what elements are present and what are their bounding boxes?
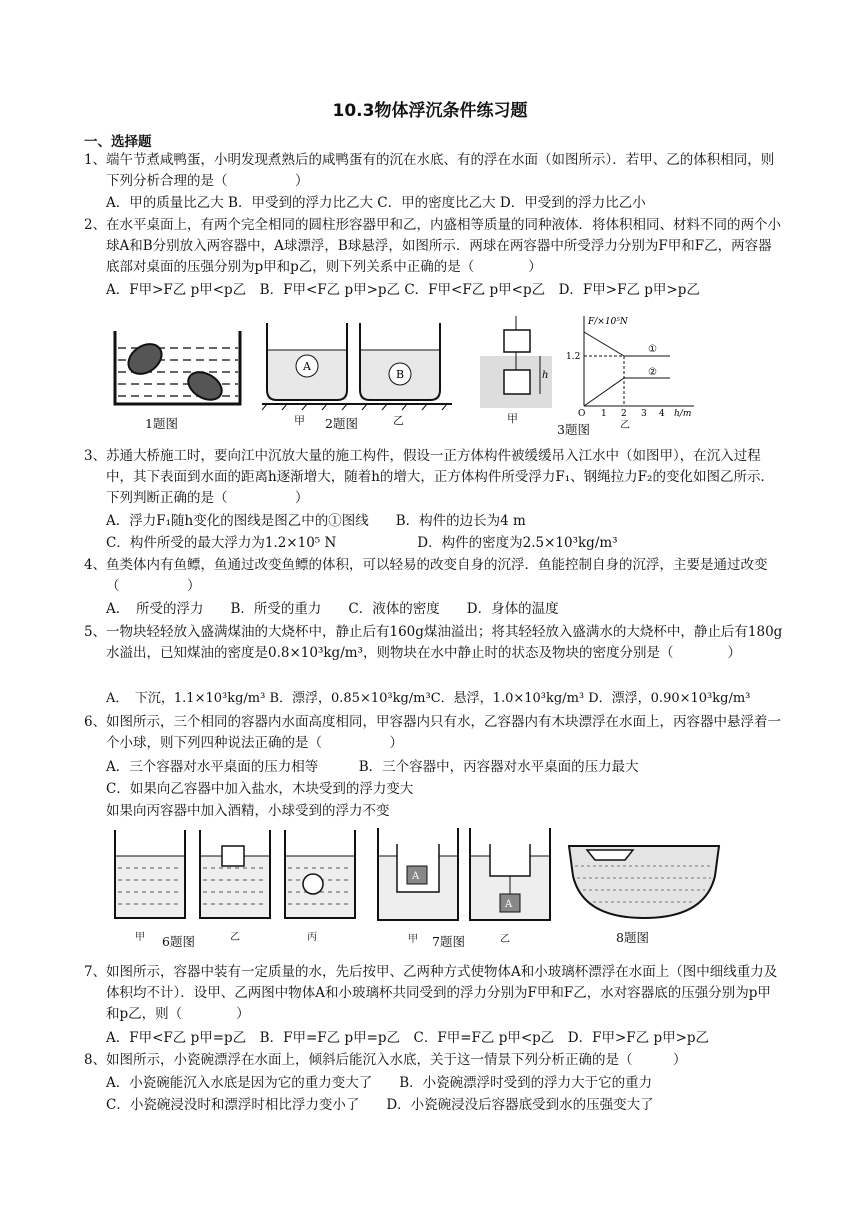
page-title: 10.3物体浮沉条件练习题 xyxy=(332,101,528,121)
figure-3-cube xyxy=(478,316,558,416)
question-number: 4、 xyxy=(84,557,107,573)
figure-6-jia: 甲 xyxy=(135,932,145,943)
question-5 xyxy=(84,622,784,664)
question-7-options: A．F甲<F乙 p甲=p乙 B．F甲=F乙 p甲=p乙 C．F甲=F乙 p甲<p乙 D．F甲>F乙 p甲>p乙 xyxy=(106,1030,710,1046)
figure-6-bing: 丙 xyxy=(307,932,317,943)
figure-8-caption: 8题图 xyxy=(616,930,649,945)
question-5-options: A． 下沉，1.1×10³kg/m³ B．漂浮，0.85×10³kg/m³C．悬浮，1.0×10³kg/m³ D．漂浮，0.90×10³kg/m³ xyxy=(106,691,751,706)
ball-b-label: B xyxy=(396,368,405,381)
graph-value: 1.2 xyxy=(566,352,581,362)
figure-2-yi: 乙 xyxy=(393,414,404,427)
figure-8-bowl xyxy=(565,836,723,926)
figure-2-jia: 甲 xyxy=(294,414,305,427)
question-8 xyxy=(84,1050,784,1071)
question-text: 在水平桌面上，有两个完全相同的圆柱形容器甲和乙，内盛相等质量的同种液体．将体积相同、材料不同的两个小球A和B分别放入两容器中，A球漂浮，B球悬浮，如图所示．两球在两容器中所受浮力分别为F甲和F乙，两容器底部对桌面的压强分别为p甲和p乙，则下列关系中正确的是（ ） xyxy=(106,217,781,275)
question-1-options: A．甲的质量比乙大 B．甲受到的浮力比乙大 C．甲的密度比乙大 D．甲受到的浮力比乙小 xyxy=(106,195,646,211)
question-6-options-3: 如果向丙容器中加入酒精，小球受到的浮力不变 xyxy=(106,803,390,819)
question-text: 一物块轻轻放入盛满煤油的大烧杯中，静止后有160g煤油溢出；将其轻轻放入盛满水的大烧杯中，静止后有180g水溢出，已知煤油的密度是0.8×10³kg/m³，则物块在水中静止时的状态及物块的密度分别是（ ） xyxy=(106,624,783,661)
question-number: 7、 xyxy=(84,964,107,980)
h-label: h xyxy=(542,370,549,381)
graph-ylabel: F/×10⁵N xyxy=(588,317,628,327)
question-text: 如图所示，小瓷碗漂浮在水面上，倾斜后能沉入水底，关于这一情景下列分析正确的是（ ） xyxy=(106,1052,687,1068)
block-a-label: A xyxy=(412,871,420,882)
question-3-options-2: C．构件所受的最大浮力为1.2×10⁵ N D．构件的密度为2.5×10³kg/m³ xyxy=(106,535,618,551)
question-number: 1、 xyxy=(84,152,107,168)
x-tick-2: 2 xyxy=(621,409,627,419)
line-1-label: ① xyxy=(648,344,657,355)
x-tick-1: 1 xyxy=(601,409,607,419)
figure-3-graph xyxy=(562,312,702,422)
figure-1-caption: 1题图 xyxy=(145,416,178,431)
question-2-options: A．F甲>F乙 p甲<p乙 B．F甲<F乙 p甲>p乙 C．F甲<F乙 p甲<p乙 D．F甲>F乙 p甲>p乙 xyxy=(106,282,700,298)
question-text: 端午节煮咸鸭蛋，小明发现煮熟后的咸鸭蛋有的沉在水底、有的浮在水面（如图所示）．若甲、乙的体积相同，则下列分析合理的是（ ） xyxy=(106,152,775,189)
figure-2-containers xyxy=(262,318,457,418)
section-heading: 一、选择题 xyxy=(84,134,152,150)
question-8-options-1: A．小瓷碗能沉入水底是因为它的重力变大了 B．小瓷碗漂浮时受到的浮力大于它的重力 xyxy=(106,1075,653,1091)
figure-1-eggs xyxy=(110,316,245,411)
question-3-options-1: A．浮力F₁随h变化的图线是图乙中的①图线 B．构件的边长为4 m xyxy=(106,513,526,529)
question-4-options: A． 所受的浮力 B．所受的重力 C．液体的密度 D．身体的温度 xyxy=(106,601,559,617)
figure-2-caption: 2题图 xyxy=(325,416,358,431)
question-3 xyxy=(84,446,784,509)
figure-6-containers xyxy=(110,828,360,928)
question-text: 苏通大桥施工时，要向江中沉放大量的施工构件，假设一正方体构件被缓缓吊入江水中（如图甲），在沉入过程中，其下表面到水面的距离h逐渐增大，随着h的增大，正方体构件所受浮力F₁、钢绳拉力F₂的变化如图乙所示．下列判断正确的是（ ） xyxy=(106,448,774,506)
question-2 xyxy=(84,215,784,278)
question-number: 2、 xyxy=(84,217,107,233)
figure-7-containers xyxy=(375,826,555,926)
ball-a-label: A xyxy=(303,360,311,373)
question-number: 3、 xyxy=(84,448,107,464)
question-7 xyxy=(84,962,784,1025)
figure-6-yi: 乙 xyxy=(230,932,240,943)
figure-7-yi: 乙 xyxy=(500,934,510,945)
x-tick-4: 4 xyxy=(659,409,665,419)
figure-7-jia: 甲 xyxy=(408,934,418,945)
figure-6-caption: 6题图 xyxy=(162,934,195,949)
figure-3-jia: 甲 xyxy=(507,412,518,425)
question-6 xyxy=(84,712,784,754)
question-number: 6、 xyxy=(84,714,107,730)
question-6-options-2: C．如果向乙容器中加入盐水，木块受到的浮力变大 xyxy=(106,781,414,797)
question-text: 如图所示，三个相同的容器内水面高度相同，甲容器内只有水，乙容器内有木块漂浮在水面上，丙容器中悬浮着一个小球，则下列四种说法正确的是（ ） xyxy=(106,714,781,751)
question-6-options-1: A．三个容器对水平桌面的压力相等 B．三个容器中，丙容器对水平桌面的压力最大 xyxy=(106,759,639,775)
figure-7-caption: 7题图 xyxy=(432,934,465,949)
graph-xlabel: h/m xyxy=(674,409,692,419)
question-text: 如图所示，容器中装有一定质量的水，先后按甲、乙两种方式使物体A和小玻璃杯漂浮在水面上（图中细线重力及体积均不计）．设甲、乙两图中物体A和小玻璃杯共同受到的浮力分别为F甲和F乙，水对容器底的压强分别为p甲和p乙，则（ ） xyxy=(106,964,778,1022)
question-number: 8、 xyxy=(84,1052,107,1068)
figure-3-caption: 3题图 xyxy=(557,422,590,437)
origin-label: O xyxy=(578,409,586,419)
question-number: 5、 xyxy=(84,624,107,640)
block-a-label: A xyxy=(505,899,513,910)
x-tick-3: 3 xyxy=(641,409,647,419)
figure-3-yi: 乙 xyxy=(620,420,630,431)
question-8-options-2: C．小瓷碗浸没时和漂浮时相比浮力变小了 D．小瓷碗浸没后容器底受到水的压强变大了 xyxy=(106,1097,654,1113)
question-4 xyxy=(84,555,784,597)
question-1 xyxy=(84,150,784,192)
line-2-label: ② xyxy=(648,367,657,378)
question-text: 鱼类体内有鱼鳔，鱼通过改变鱼鳔的体积，可以轻易的改变自身的沉浮．鱼能控制自身的沉浮，主要是通过改变（ ） xyxy=(106,557,768,594)
